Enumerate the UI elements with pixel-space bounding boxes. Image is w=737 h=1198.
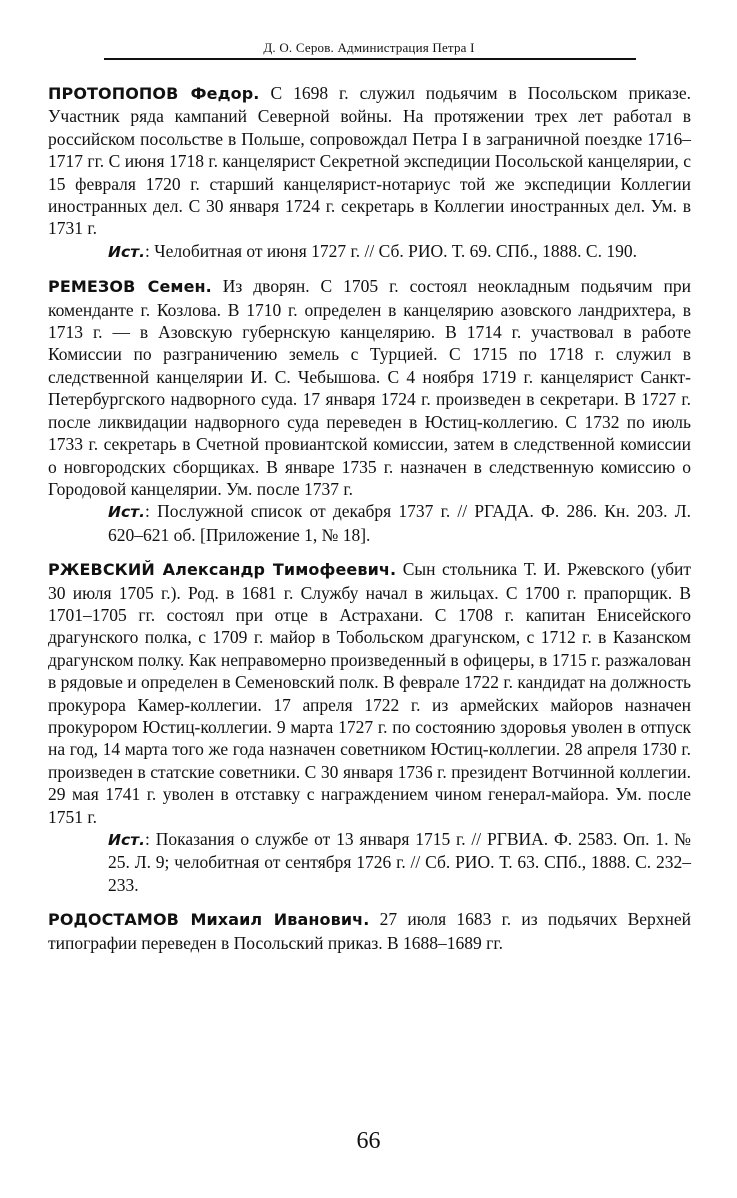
entry-paragraph <box>48 908 691 954</box>
entry-paragraph <box>48 275 691 500</box>
page-body <box>48 82 691 966</box>
entry-name: РЖЕВСКИЙ Александр Тимофеевич. <box>48 560 397 580</box>
entry-name: РОДОСТАМОВ Михаил Иванович. <box>48 910 370 930</box>
running-header: Д. О. Серов. Администрация Петра I <box>263 40 475 55</box>
entry-name: ПРОТОПОПОВ Федор. <box>48 84 260 103</box>
entry-name: РЕМЕЗОВ Семен. <box>48 277 212 297</box>
page-number: 66 <box>356 1128 381 1154</box>
source-label: Ист. <box>108 242 146 261</box>
entry-remezov <box>48 275 691 546</box>
source-label: Ист. <box>108 503 146 522</box>
entry-paragraph <box>48 558 691 828</box>
entry-text: Из дворян. С 1705 г. состоял неокладным подьячим при коменданте г. Козлова. В 1710 г. определен в канцелярию азовского ландрихтера, в 1713 г. — в Азовскую губернскую канцелярию. В 1714 г. участвовал в работе Комиссии по разграничению земель с Турцией. С 1715 по 1718 г. служил в следственной канцелярии И. С. Чебышова. С 4 ноября 1719 г. канцелярист Санкт-Петербургского надворного суда. 17 января 1724 г. произведен в секретари. В 1727 г. после ликвидации надворного суда переведен в Юстиц-коллегию. С 1732 по июль 1733 г. секретарь в Счетной провиантской комиссии, затем в следственной комиссии о новгородских сборщиках. В январе 1735 г. назначен в следственную комиссию о Городовой канцелярии. Ум. после 1737 г. <box>48 276 691 499</box>
entry-text: 27 июля 1683 г. из подьячих Верхней типографии переведен в Посольский приказ. В 1688–1689 гг. <box>48 909 692 953</box>
source-text: : Показания о службе от 13 января 1715 г. // РГВИА. Ф. 2583. Оп. 1. № 25. Л. 9; челобитная от сентября 1726 г. // Сб. РИО. Т. 63. СПб., 1888. С. 232–233. <box>108 829 691 895</box>
entry-paragraph <box>48 82 691 240</box>
source-label: Ист. <box>108 831 146 849</box>
entry-source <box>48 240 691 263</box>
source-text: : Послужной список от декабря 1737 г. // РГАДА. Ф. 286. Кн. 203. Л. 620–621 об. [Приложение 1, № 18]. <box>108 501 691 545</box>
entry-rodostamov <box>48 908 691 954</box>
header-rule <box>104 58 636 60</box>
source-text: : Челобитная от июня 1727 г. // Сб. РИО. Т. 69. СПб., 1888. С. 190. <box>145 240 637 261</box>
entry-text: Сын стольника Т. И. Ржевского (убит 30 июля 1705 г.). Род. в 1681 г. Службу начал в жильцах. С 1700 г. прапорщик. В 1701–1705 гг. состоял при отце в Астрахани. С 1708 г. капитан Енисейского драгунского полка, с 1709 г. майор в Тобольском драгунском, с 1712 г. в Казанском драгунском полку. Как неправомерно произведенный в офицеры, в 1715 г. разжалован в рядовые и определен в Семеновский полк. В феврале 1722 г. кандидат на должность прокурора Камер-коллегии. 17 апреля 1722 г. из армейских майоров назначен прокурором Юстиц-коллегии. 9 марта 1727 г. по состоянию здоровья уволен в отпуск на год, 14 марта того же года назначен советником Юстиц-коллегии. 28 апреля 1730 г. произведен в статские советники. С 30 января 1736 г. президент Вотчинной коллегии. 29 мая 1741 г. уволен в отставку с награждением чином генерал-майора. Ум. после 1751 г. <box>48 559 692 827</box>
entry-text: С 1698 г. служил подьячим в Посольском приказе. Участник ряда кампаний Северной войны. На протяжении трех лет работал в российском посольстве в Польше, сопровождал Петра I в заграничной поездке 1716–1717 гг. С июня 1718 г. канцелярист Секретной экспедиции Посольской канцелярии, с 15 февраля 1720 г. старший канцелярист-нотариус той же экспедиции Коллегии иностранных дел. С 30 января 1724 г. секретарь в Коллегии иностранных дел. Ум. в 1731 г. <box>48 83 692 239</box>
entry-rzhevsky <box>48 558 691 896</box>
entry-source <box>48 500 691 546</box>
entry-source <box>48 828 691 896</box>
entry-protopopov <box>48 82 691 263</box>
